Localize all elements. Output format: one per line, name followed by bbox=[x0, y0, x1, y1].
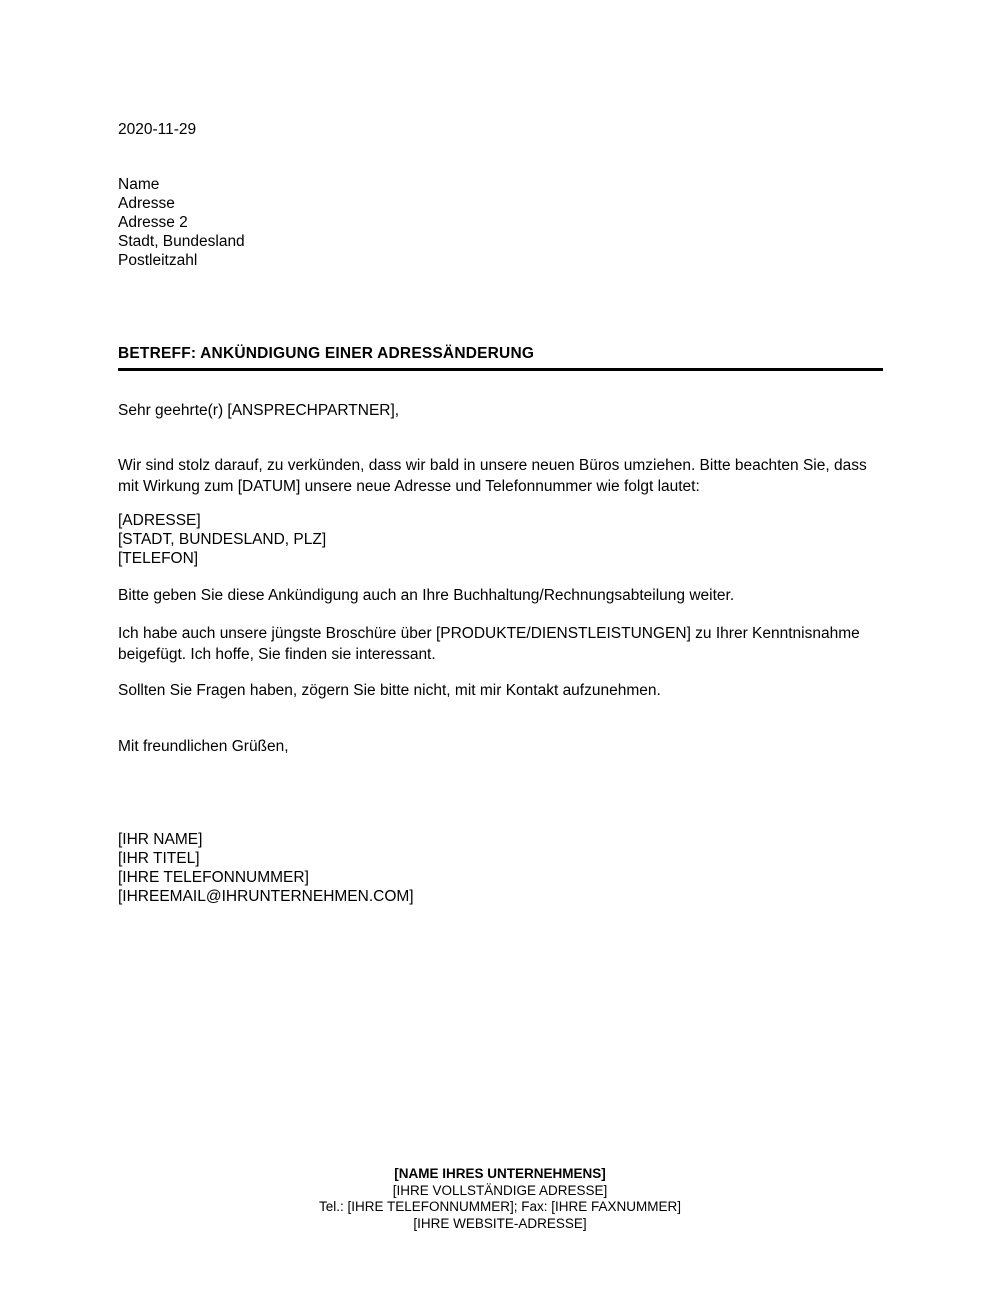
footer-company-name: [NAME IHRES UNTERNEHMENS] bbox=[394, 1166, 606, 1181]
paragraph-brochure: Ich habe auch unsere jüngste Broschüre über [PRODUKTE/DIENSTLEISTUNGEN] zu Ihrer Kenntnisnahme beigefügt. Ich hoffe, Sie finden sie interessant. bbox=[118, 625, 860, 663]
new-address-street: [ADRESSE] bbox=[118, 512, 201, 529]
new-address-city-state-zip: [STADT, BUNDESLAND, PLZ] bbox=[118, 531, 327, 548]
new-address-phone: [TELEFON] bbox=[118, 550, 199, 567]
signature-name: [IHR NAME] bbox=[118, 831, 203, 848]
company-footer bbox=[0, 1166, 1000, 1232]
recipient-name: Name bbox=[118, 176, 160, 193]
signature-block bbox=[118, 830, 883, 906]
footer-company-address: [IHRE VOLLSTÄNDIGE ADRESSE] bbox=[392, 1182, 608, 1198]
letter-date: 2020-11-29 bbox=[118, 121, 197, 138]
subject-line: BETREFF: ANKÜNDIGUNG EINER ADRESSÄNDERUNG bbox=[118, 345, 535, 362]
subject-divider-rule bbox=[118, 368, 883, 371]
footer-tel-fax: Tel.: [IHRE TELEFONNUMMER]; Fax: [IHRE FAXNUMMER] bbox=[318, 1199, 682, 1214]
paragraph-intro: Wir sind stolz darauf, zu verkünden, dass wir bald in unsere neuen Büros umziehen. Bitte beachten Sie, dass mit Wirkung zum [DATUM] unsere neue Adresse und Telefonnummer wie folgt lautet: bbox=[118, 457, 867, 495]
recipient-city-state: Stadt, Bundesland bbox=[118, 233, 245, 250]
paragraph-questions: Sollten Sie Fragen haben, zögern Sie bitte nicht, mit mir Kontakt aufzunehmen. bbox=[118, 682, 661, 699]
recipient-address-block bbox=[118, 175, 883, 270]
new-address-block bbox=[118, 511, 883, 568]
recipient-address-2: Adresse 2 bbox=[118, 214, 188, 231]
signature-phone: [IHRE TELEFONNUMMER] bbox=[118, 869, 309, 886]
paragraph-forward: Bitte geben Sie diese Ankündigung auch an Ihre Buchhaltung/Rechnungsabteilung weiter. bbox=[118, 587, 735, 604]
signature-title: [IHR TITEL] bbox=[118, 850, 200, 867]
closing: Mit freundlichen Grüßen, bbox=[118, 738, 289, 755]
salutation: Sehr geehrte(r) [ANSPRECHPARTNER], bbox=[118, 402, 400, 419]
signature-email: [IHREEMAIL@IHRUNTERNEHMEN.COM] bbox=[118, 888, 414, 905]
recipient-postal-code: Postleitzahl bbox=[118, 252, 198, 269]
footer-website: [IHRE WEBSITE-ADRESSE] bbox=[413, 1215, 587, 1231]
recipient-address: Adresse bbox=[118, 195, 175, 212]
